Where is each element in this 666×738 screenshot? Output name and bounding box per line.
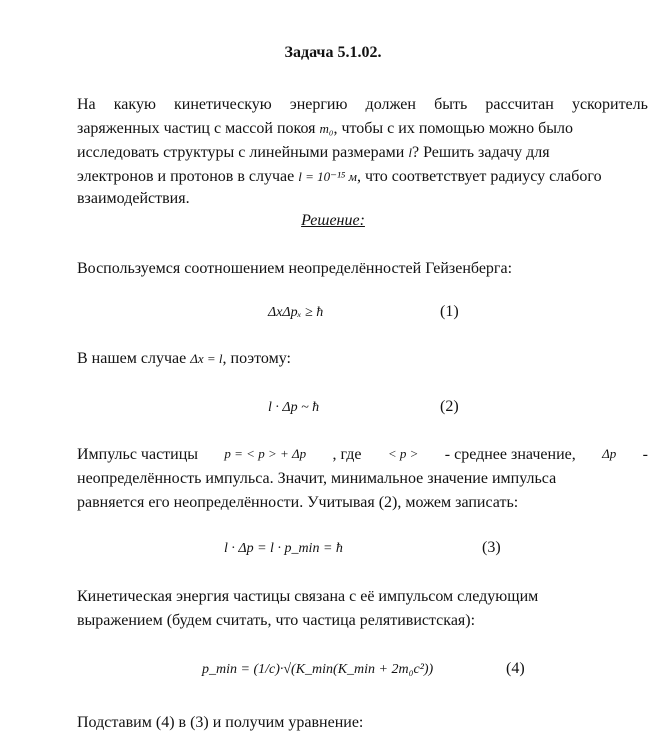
length-value: l = 10⁻¹⁵ м (298, 169, 357, 184)
problem-line-4: электронов и протонов в случае l = 10⁻¹⁵ м, что соответствует радиусу слабого (77, 168, 602, 185)
step3-line-1: Импульс частицы p = < p > + Δp , где < p > - среднее значение, Δp - (77, 446, 648, 463)
step3-line-3: равняется его неопределённости. Учитывая (2), можем записать: (77, 494, 519, 511)
equation-3: l · Δp = l · p_min = ħ (224, 541, 343, 556)
equation-1-number: (1) (440, 303, 459, 320)
step4-line-1: Кинетическая энергия частицы связана с её импульсом следующим (77, 588, 539, 605)
step3-line-2: неопределённость импульса. Значит, минимальное значение импульса (77, 470, 557, 487)
step1-text: Воспользуемся соотношением неопределённостей Гейзенберга: (77, 260, 513, 277)
equation-2: l · Δp ~ ħ (268, 400, 320, 415)
step2-math: Δx = l (190, 351, 223, 366)
equation-4-number: (4) (506, 660, 525, 677)
solution-heading: Решение: (301, 212, 365, 229)
problem-line-3: исследовать структуры с линейными размерами l? Решить задачу для (77, 144, 550, 161)
problem-line-2: заряженных частиц с массой покоя m₀, чтобы с их помощью можно было (77, 120, 574, 137)
equation-1: ΔxΔpₓ ≥ ħ (268, 305, 324, 320)
equation-3-number: (3) (482, 539, 501, 556)
equation-2-number: (2) (440, 398, 459, 415)
step4-line-2: выражением (будем считать, что частица релятивистская): (77, 612, 476, 629)
problem-line-1: На какую кинетическую энергию должен быть рассчитан ускоритель (77, 96, 648, 113)
step5-text: Подставим (4) в (3) и получим уравнение: (77, 714, 364, 731)
problem-title: Задача 5.1.02. (284, 44, 382, 61)
length-symbol: l (408, 145, 412, 160)
rest-mass-symbol: m₀ (319, 121, 334, 136)
equation-4: p_min = (1/c)·√(K_min(K_min + 2m₀c²)) (202, 662, 434, 677)
step2-text: В нашем случае Δx = l, поэтому: (77, 350, 291, 367)
problem-line-5: взаимодействия. (77, 190, 190, 207)
